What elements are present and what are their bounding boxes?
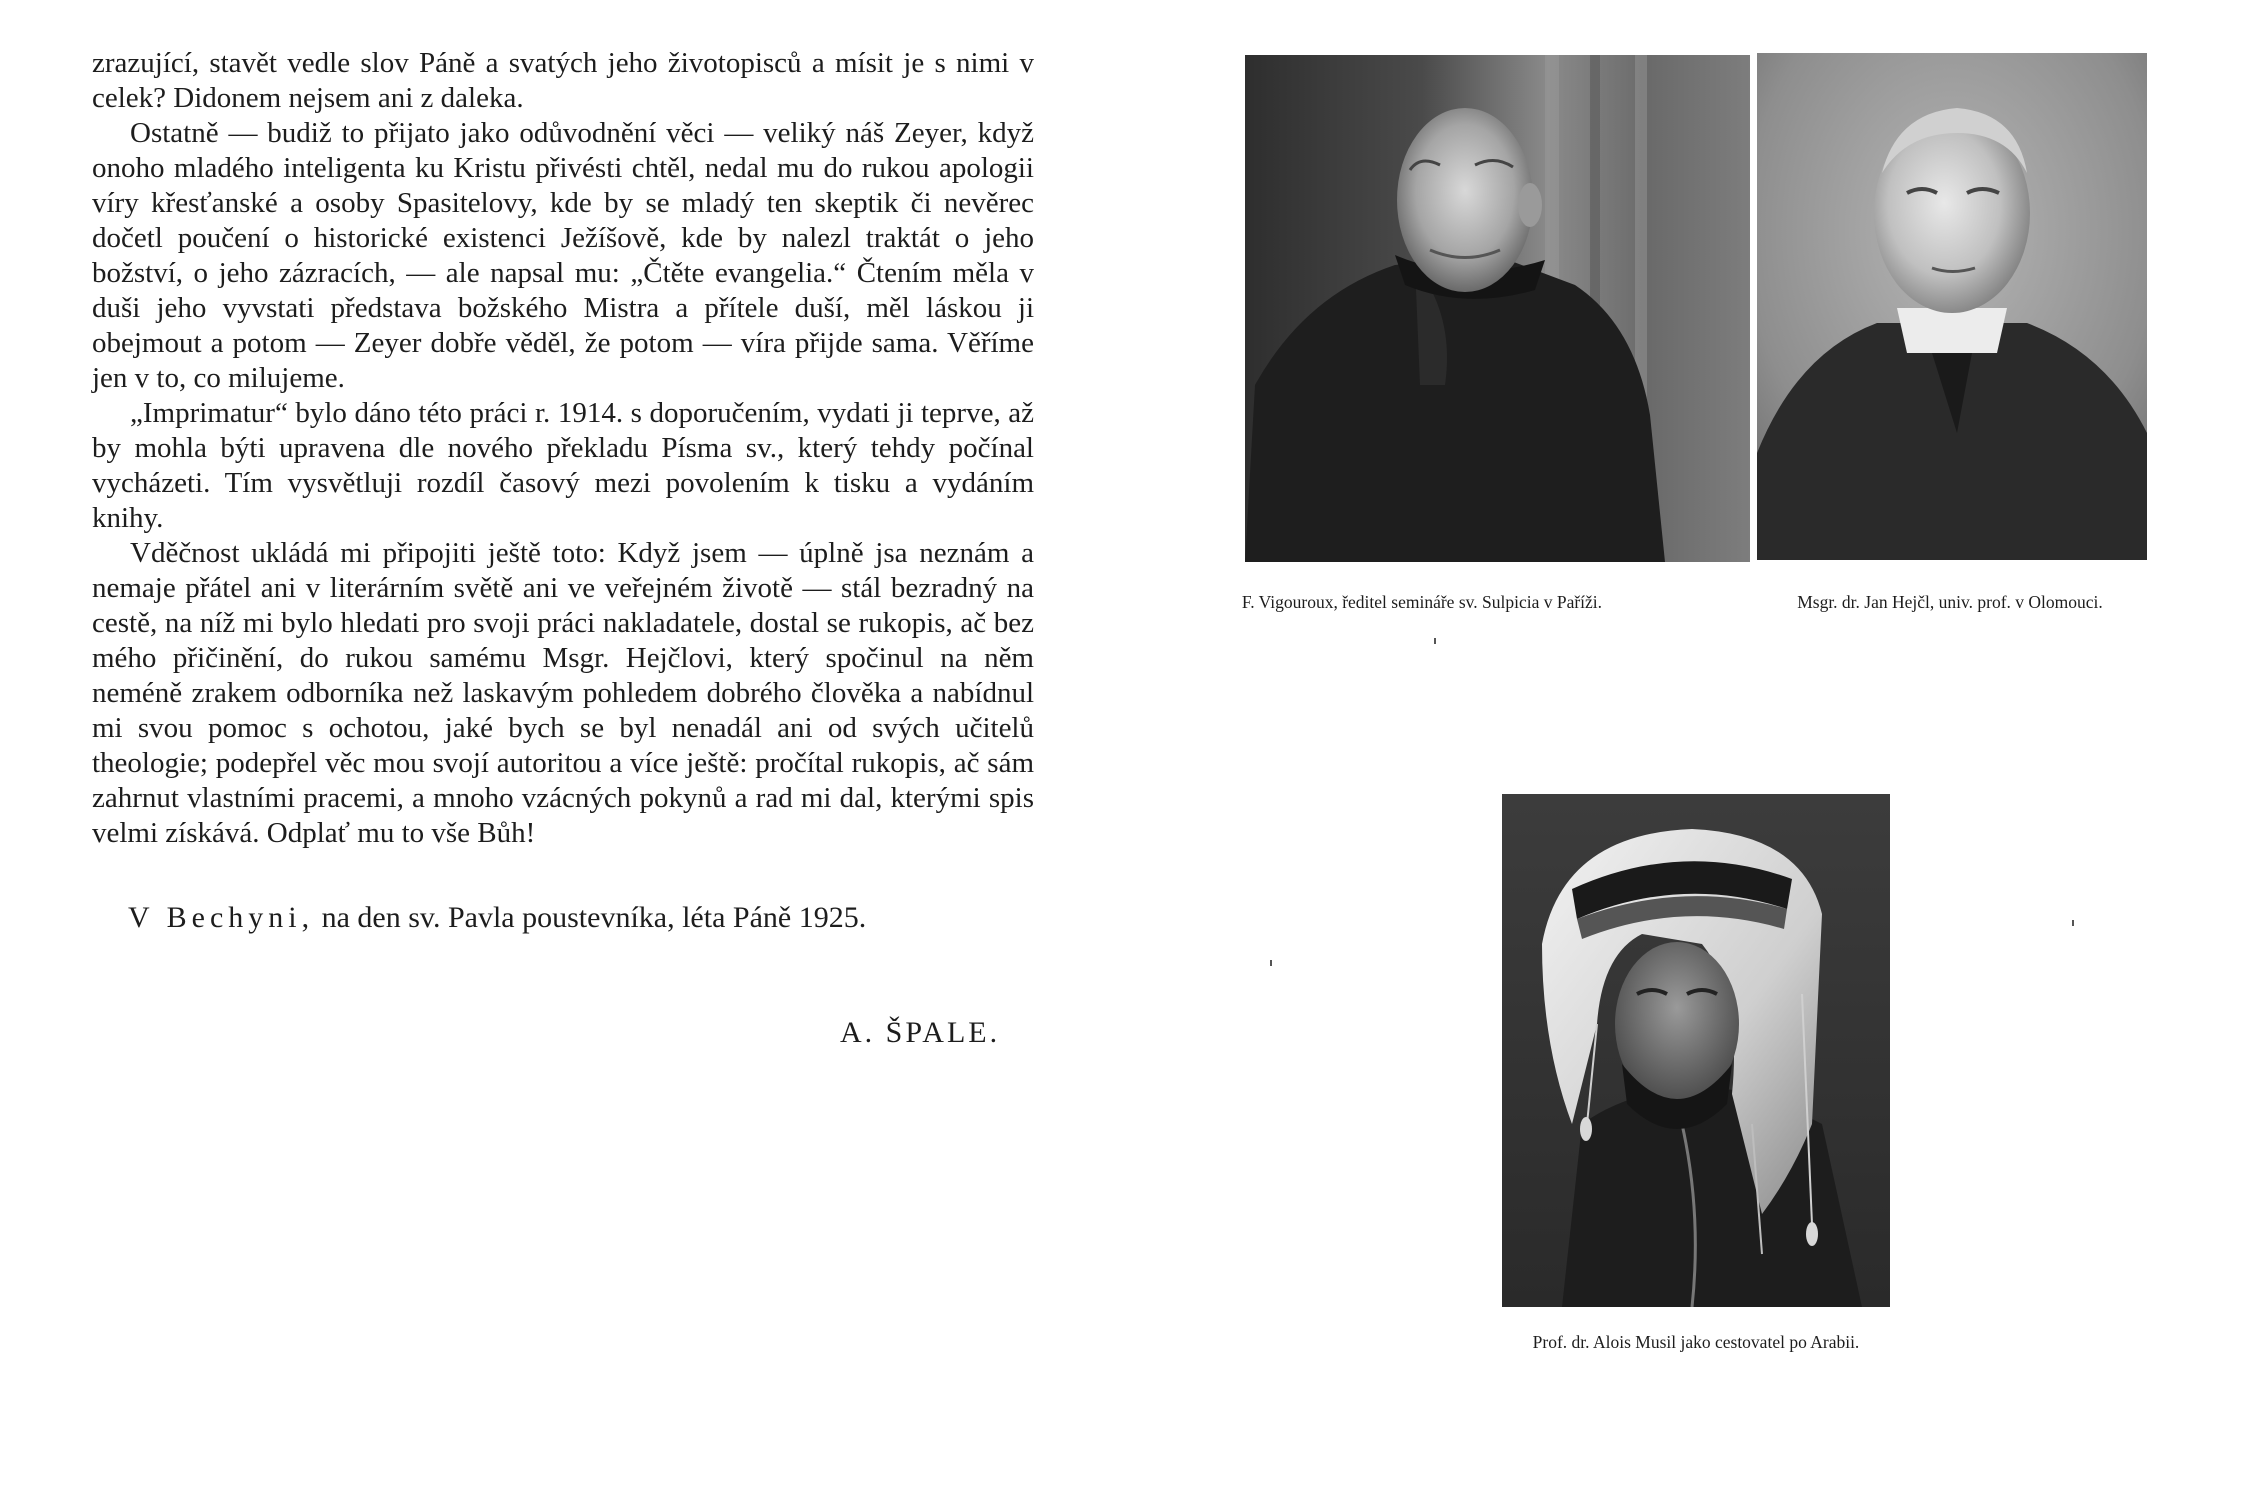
print-speck — [1270, 960, 1272, 966]
photo-musil — [1502, 794, 1890, 1307]
portrait-musil-image — [1502, 794, 1890, 1307]
paragraph-4: Vděčnost ukládá mi připojiti ještě toto: Když jsem — úplně jsa neznám a nemaje přátel ani v literárním světě ani ve veřejném životě — stál bezradný na cestě, na níž mi bylo hledati pro svoji práci nakladatele, dostal se rukopis, ač bez mého přičinění, do rukou samému Msgr. Hejčlovi, který spočinul na něm neméně zrakem odborníka než laskavým pohledem dobrého člověka a nabídnul mi svou pomoc s ochotou, jaké bych se byl nenadál ani od svých učitelů theologie; podepřel věc mou svojí autoritou a více ještě: pročítal rukopis, ač sám zahrnut vlastními pracemi, a mnoho vzácných pokynů a rad mi dal, kterými spis velmi získává. Odplať mu to vše Bůh! — [92, 537, 1034, 849]
caption-hejcl: Msgr. dr. Jan Hejčl, univ. prof. v Olomouci. — [1797, 592, 2103, 612]
author-signature: A. ŠPALE. — [840, 1016, 1001, 1049]
paragraph-3: „Imprimatur“ bylo dáno této práci r. 1914. s doporučením, vydati ji teprve, až by mohla býti upravena dle nového překladu Písma sv., který tehdy počínal vycházeti. Tím vysvětluji rozdíl časový mezi povolením k tisku a vydáním knihy. — [92, 397, 1034, 534]
dateline-rest: na den sv. Pavla poustevníka, léta Páně 1925. — [321, 901, 867, 934]
dateline — [128, 900, 866, 936]
paragraph-1: zrazující, stavět vedle slov Páně a svatých jeho životopisců a mísit je s nimi v celek? Didonem nejsem ani z daleka. — [92, 47, 1034, 114]
paragraph-2: Ostatně — budiž to přijato jako odůvodnění věci — veliký náš Zeyer, když onoho mladého inteligenta ku Kristu přivésti chtěl, nedal mu do rukou apologii víry křesťanské a osoby Spasitelovy, kde by se mladý ten skeptik či nevěrec dočetl poučení o historické existenci Ježíšově, kde by nalezl traktát o jeho božství, o jeho zázracích, — ale napsal mu: „Čtěte evangelia.“ Čtením měla v duši jeho vyvstati představa božského Mistra a přítele duší, měl láskou ji obejmout a potom — Zeyer dobře věděl, že potom — víra přijde sama. Věříme jen v to, co milujeme. — [92, 117, 1034, 394]
print-speck — [2072, 920, 2074, 926]
photo-vigouroux — [1245, 55, 1750, 562]
portrait-hejcl-image — [1757, 53, 2147, 560]
print-speck — [1434, 638, 1436, 644]
body-text-column — [92, 46, 1034, 851]
dateline-place: V Bechyni, — [128, 901, 315, 934]
caption-musil: Prof. dr. Alois Musil jako cestovatel po Arabii. — [1532, 1332, 1860, 1352]
portrait-vigouroux-image — [1245, 55, 1750, 562]
photo-hejcl — [1757, 53, 2147, 560]
caption-vigouroux: F. Vigouroux, ředitel semináře sv. Sulpicia v Paříži. — [1241, 592, 1603, 612]
